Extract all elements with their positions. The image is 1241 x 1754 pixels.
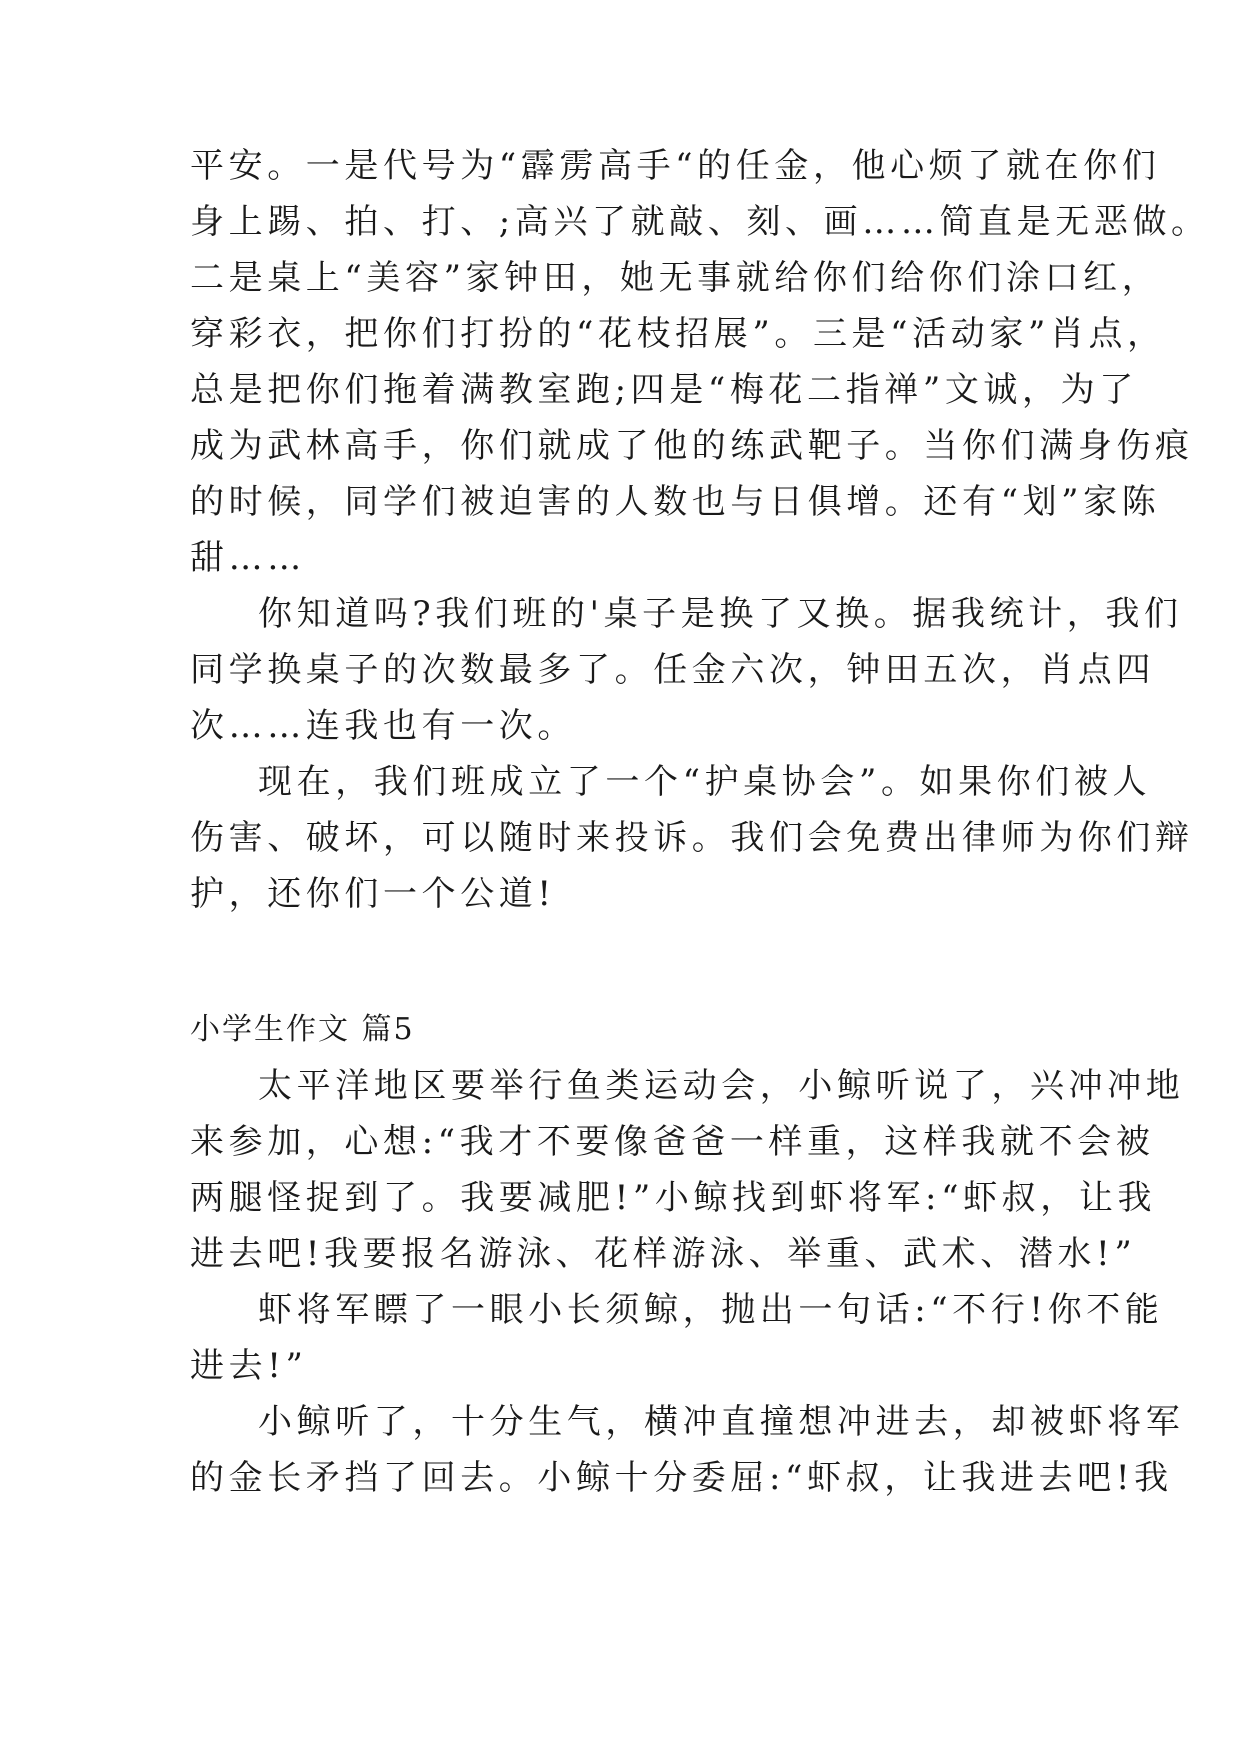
text-line: 总是把你们拖着满教室跑;四是“梅花二指禅”文诚，为了 xyxy=(190,370,1138,410)
text-line: 同学换桌子的次数最多了。任金六次，钟田五次，肖点四 xyxy=(190,650,1155,690)
text-line: 成为武林高手，你们就成了他的练武靶子。当你们满身伤痕 xyxy=(190,426,1194,466)
text-line: 现在，我们班成立了一个“护桌协会”。如果你们被人 xyxy=(258,762,1152,802)
text-line: 伤害、破坏，可以随时来投诉。我们会免费出律师为你们辩 xyxy=(190,818,1194,858)
text-line: 你知道吗?我们班的'桌子是换了又换。据我统计，我们 xyxy=(258,594,1183,634)
text-line: 的金长矛挡了回去。小鲸十分委屈:“虾叔，让我进去吧!我 xyxy=(190,1458,1173,1498)
text-line: 身上踢、拍、打、;高兴了就敲、刻、画……简直是无恶做。 xyxy=(190,202,1210,242)
text-line: 二是桌上“美容”家钟田，她无事就给你们给你们涂口红， xyxy=(190,258,1161,298)
text-line: 甜…… xyxy=(190,538,306,578)
text-line: 太平洋地区要举行鱼类运动会，小鲸听说了，兴冲冲地 xyxy=(258,1066,1185,1106)
section-heading: 小学生作文 篇5 xyxy=(190,1012,415,1047)
text-line: 护，还你们一个公道! xyxy=(190,874,556,914)
text-line: 进去吧!我要报名游泳、花样游泳、举重、武术、潜水!” xyxy=(190,1234,1137,1274)
text-line: 平安。一是代号为“霹雳高手“的任金，他心烦了就在你们 xyxy=(190,146,1161,186)
text-line: 小鲸听了，十分生气，横冲直撞想冲进去，却被虾将军 xyxy=(258,1402,1185,1442)
text-line: 来参加，心想:“我才不要像爸爸一样重，这样我就不会被 xyxy=(190,1122,1155,1162)
text-line: 进去!” xyxy=(190,1346,308,1386)
text-line: 虾将军瞟了一眼小长须鲸，抛出一句话:“不行!你不能 xyxy=(258,1290,1164,1330)
text-line: 次……连我也有一次。 xyxy=(190,706,576,746)
text-line: 两腿怪捉到了。我要减肥!”小鲸找到虾将军:“虾叔，让我 xyxy=(190,1178,1157,1218)
text-line: 穿彩衣，把你们打扮的“花枝招展”。三是“活动家”肖点， xyxy=(190,314,1166,354)
text-line: 的时候，同学们被迫害的人数也与日俱增。还有“划”家陈 xyxy=(190,482,1161,522)
